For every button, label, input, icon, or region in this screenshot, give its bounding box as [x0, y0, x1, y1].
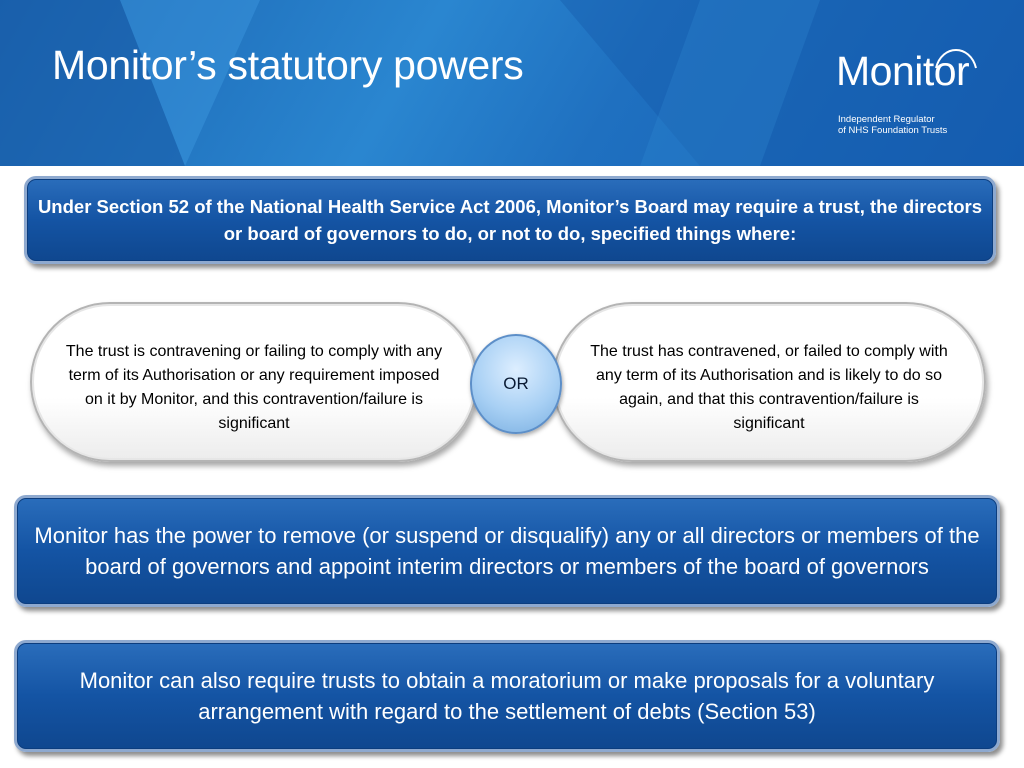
- intro-text: Under Section 52 of the National Health Service Act 2006, Monitor’s Board may require a trust, the directors or board of governors to do, or not to do, specified things where:: [37, 196, 983, 244]
- condition-right-text: The trust has contravened, or failed to comply with any term of its Authorisation and is likely to do so again, and that this contravention/failure is significant: [590, 343, 948, 432]
- logo-wordmark: Monitor: [836, 48, 970, 94]
- power-moratorium-box: [14, 640, 1000, 752]
- logo-subtitle-line1: Independent Regulator: [838, 114, 935, 125]
- power-remove-box: [14, 495, 1000, 607]
- monitor-logo: [836, 40, 1006, 140]
- intro-box: [24, 176, 996, 264]
- power-moratorium-text: Monitor can also require trusts to obtain a moratorium or make proposals for a voluntary arrangement with regard to the settlement of debts (Section 53): [79, 668, 935, 724]
- or-connector: [470, 334, 562, 434]
- slide-header: [0, 0, 1024, 166]
- logo-subtitle: [838, 114, 947, 136]
- condition-left-text: The trust is contravening or failing to comply with any term of its Authorisation or any requirement imposed on it by Monitor, and this contravention/failure is significant: [65, 343, 443, 432]
- page-title: Monitor’s statutory powers: [52, 42, 524, 88]
- condition-right-oval: [552, 302, 986, 462]
- or-label: OR: [503, 374, 529, 393]
- condition-left-oval: [30, 302, 478, 462]
- logo-subtitle-line2: of NHS Foundation Trusts: [838, 125, 948, 136]
- power-remove-text: Monitor has the power to remove (or suspend or disqualify) any or all directors or members of the board of governors and appoint interim directors or members of the board of governors: [34, 523, 980, 579]
